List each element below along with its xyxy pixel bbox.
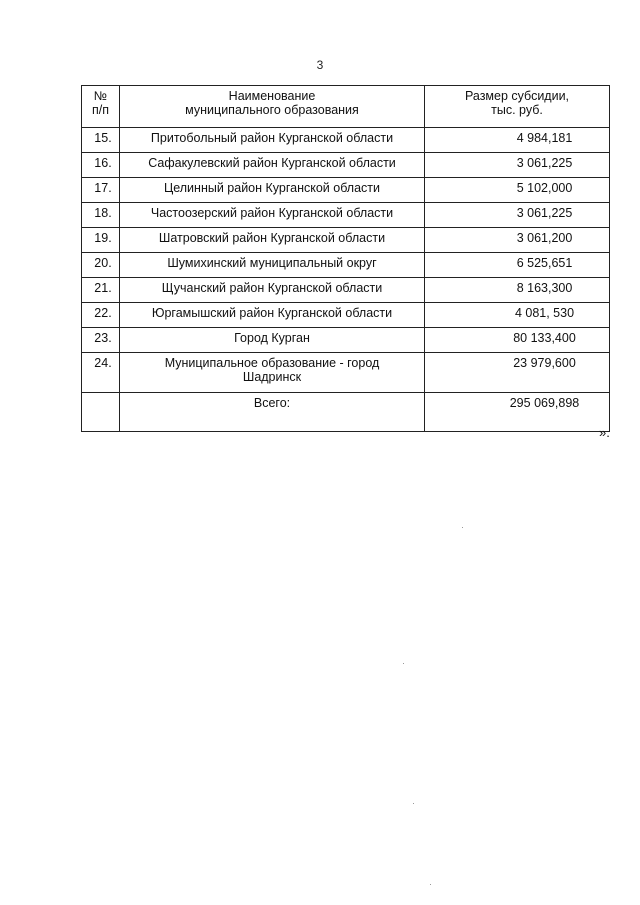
- header-amount-line2: тыс. руб.: [491, 103, 543, 117]
- row-num: 16.: [82, 153, 120, 178]
- total-amount: 295 069,898: [425, 393, 610, 432]
- row-name: Юргамышский район Курганской области: [120, 303, 425, 328]
- row-name: Город Курган: [120, 328, 425, 353]
- header-num-line2: п/п: [91, 103, 109, 117]
- scan-speck: [430, 884, 431, 885]
- row-amount: 8 163,300: [425, 278, 610, 303]
- scan-speck: [462, 527, 463, 528]
- table-row: [82, 203, 610, 228]
- table-row: [82, 128, 610, 153]
- total-num: [82, 393, 120, 432]
- row-num: 20.: [82, 253, 120, 278]
- header-amount: [425, 86, 610, 128]
- row-amount: 80 133,400: [425, 328, 610, 353]
- table-row: [82, 178, 610, 203]
- row-name: Шумихинский муниципальный округ: [120, 253, 425, 278]
- row-amount: 3 061,225: [425, 153, 610, 178]
- row-name: Щучанский район Курганской области: [120, 278, 425, 303]
- header-name-line1: Наименование: [228, 89, 316, 103]
- row-num: 15.: [82, 128, 120, 153]
- table-row: [82, 278, 610, 303]
- row-num: 24.: [82, 353, 120, 393]
- row-name: Сафакулевский район Курганской области: [120, 153, 425, 178]
- row-name: Притобольный район Курганской области: [120, 128, 425, 153]
- row-amount: 3 061,225: [425, 203, 610, 228]
- row-amount: 4 081, 530: [425, 303, 610, 328]
- row-num: 19.: [82, 228, 120, 253]
- row-num: 18.: [82, 203, 120, 228]
- scan-speck: [403, 663, 404, 664]
- table-row: [82, 328, 610, 353]
- row-name: [120, 353, 425, 393]
- closing-quote: ».: [599, 425, 610, 440]
- table-row: [82, 303, 610, 328]
- table-row: [82, 228, 610, 253]
- table-row: [82, 153, 610, 178]
- row-num: 21.: [82, 278, 120, 303]
- table-total-row: [82, 393, 610, 432]
- row-num: 17.: [82, 178, 120, 203]
- header-num: [82, 86, 120, 128]
- header-name-line2: муниципального образования: [185, 103, 359, 117]
- row-num: 23.: [82, 328, 120, 353]
- row-amount: 3 061,200: [425, 228, 610, 253]
- scan-speck: [413, 803, 414, 804]
- row-name: Частоозерский район Курганской области: [120, 203, 425, 228]
- row-num: 22.: [82, 303, 120, 328]
- header-num-line1: №: [93, 89, 108, 103]
- row-amount: 6 525,651: [425, 253, 610, 278]
- row-amount: 4 984,181: [425, 128, 610, 153]
- header-amount-line1: Размер субсидии,: [464, 89, 570, 103]
- subsidy-table: [81, 85, 610, 432]
- table-header-row: [82, 86, 610, 128]
- row-amount: 5 102,000: [425, 178, 610, 203]
- row-name: Шатровский район Курганской области: [120, 228, 425, 253]
- row-name-line2: Шадринск: [242, 370, 302, 384]
- table-row: [82, 253, 610, 278]
- row-amount: 23 979,600: [425, 353, 610, 393]
- row-name-line1: Муниципальное образование - город: [164, 356, 380, 370]
- total-label: Всего:: [120, 393, 425, 432]
- header-name: [120, 86, 425, 128]
- table-row: [82, 353, 610, 393]
- page-number: 3: [316, 58, 324, 72]
- row-name: Целинный район Курганской области: [120, 178, 425, 203]
